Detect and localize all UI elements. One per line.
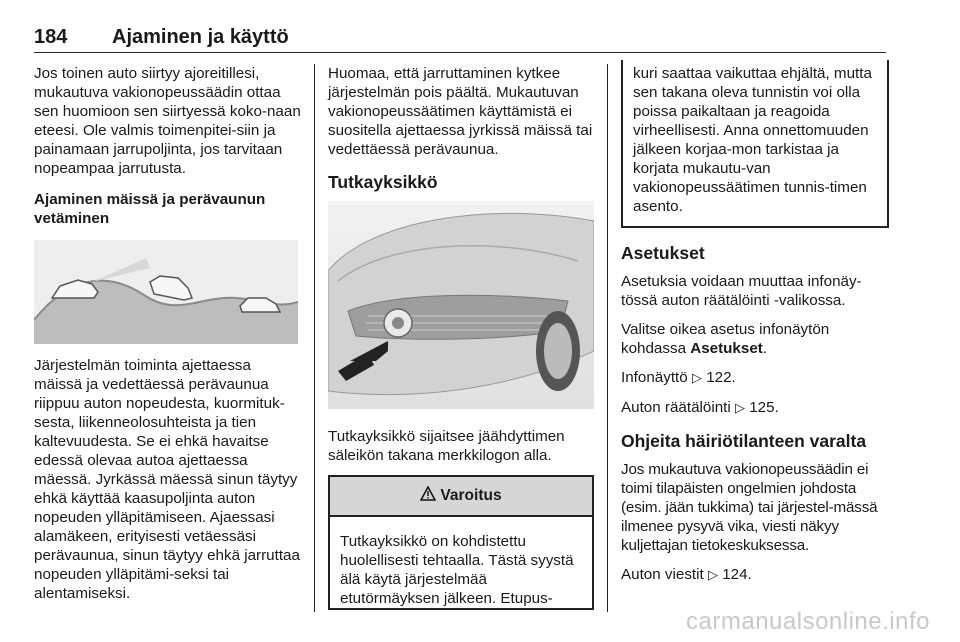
warning-title: Varoitus <box>440 487 502 504</box>
column-divider <box>607 64 608 612</box>
paragraph <box>621 398 889 418</box>
chapter-title: Ajaminen ja käyttö <box>112 26 289 48</box>
page-header <box>34 22 886 53</box>
paragraph: Jos toinen auto siirtyy ajoreitillesi, mukautuva vakionopeussäädin ottaa sen huomioon sen siirtyessä koko-naan eteesi. Ole valmis toimenpitei-siin ja painamaan jarrupoljinta, jos tarvitaan nopeampaa jarrutusta. <box>34 65 301 177</box>
warning-text: Tutkayksikkö on kohdistettu huolellisesti tehtaalla. Tästä syystä älä käytä järjestelmää etutörmäyksen jälkeen. Etupus- <box>340 533 574 607</box>
warning-continuation-box <box>621 60 889 228</box>
page-reference[interactable]: 122. <box>706 369 736 386</box>
text-fragment: Valitse oikea asetus infonäytön kohdassa <box>621 321 830 357</box>
subheading-hills-trailer: Ajaminen mäissä ja perävaunun vetäminen <box>34 191 266 227</box>
paragraph <box>621 320 889 358</box>
page-reference[interactable]: 124. <box>722 566 752 583</box>
page-reference-arrow-icon: ▷ <box>735 401 745 416</box>
column-2 <box>328 64 594 610</box>
page-reference[interactable]: 125. <box>749 399 779 416</box>
paragraph <box>621 565 889 585</box>
paragraph: Jos mukautuva vakionopeussäädin ei toimi tilapäisten ongelmien johdosta (esim. jään tukkima) tai järjestel-mässä ilmenee pysyvä vika, viesti näkyy kuljettajan tietokeskuksessa. <box>621 461 878 554</box>
reference-text: Infonäyttö <box>621 369 688 386</box>
column-divider <box>314 64 315 612</box>
column-1 <box>34 64 302 603</box>
warning-continuation-text: kuri saattaa vaikuttaa ehjältä, mutta sen takana oleva tunnistin voi olla poissa paikaltaan ja reagoida virheellisesti. Anna onnettomuuden jälkeen korjaa-mon tarkistaa ja korjata mukautu-van vakionopeussäätimen tunnis-timen asento. <box>633 65 872 215</box>
warning-icon <box>420 486 436 506</box>
paragraph: Asetuksia voidaan muuttaa infonäy-tössä auton räätälöinti -valikossa. <box>621 273 862 309</box>
settings-menu-label: Asetukset <box>690 340 763 357</box>
paragraph <box>621 368 889 388</box>
text-fragment: . <box>762 340 768 357</box>
warning-header <box>330 477 592 517</box>
column-3 <box>621 64 889 585</box>
hill-driving-illustration <box>34 240 298 344</box>
section-title-settings: Asetukset <box>621 243 705 263</box>
page-number: 184 <box>34 26 68 48</box>
section-title-troubleshooting: Ohjeita häiriötilanteen varalta <box>621 431 867 451</box>
radar-unit-illustration <box>328 201 594 409</box>
watermark: carmanualsonline.info <box>686 608 930 635</box>
reference-text: Auton räätälöinti <box>621 399 731 416</box>
warning-box <box>328 475 594 610</box>
figure-caption: Tutkayksikkö sijaitsee jäähdyttimen säleikön takana merkkilogon alla. <box>328 428 565 464</box>
paragraph: Järjestelmän toiminta ajettaessa mäissä ja vedettäessä perävaunua riippuu auton nopeudesta, kuormituk-sesta, liikenneolosuhteista ja tien kaltevuudesta. Se ei ehkä havaitse edessä olevaa autoa ajettaessa mäessä. Jyrkässä mäessä sinun täytyy ehkä käyttää kaasupoljinta auton nopeuden ylläpitämiseen. Ajaessasi alamäkeen, erityisesti vetäessäsi perävaunua, sinun täytyy ehkä jarruttaa nopeuden ylläpitämi-seksi tai alentamiseksi. <box>34 357 300 602</box>
reference-text: Auton viestit <box>621 566 704 583</box>
section-title-radar: Tutkayksikkö <box>328 172 438 192</box>
page-reference-arrow-icon: ▷ <box>707 568 718 583</box>
paragraph: Huomaa, että jarruttaminen kytkee järjestelmän pois päältä. Mukautuvan vakionopeussäätimen käyttämistä ei suositella ajettaessa jyrkissä mäissä tai vedettäessä perävaunua. <box>328 65 593 158</box>
page-reference-arrow-icon: ▷ <box>691 371 702 386</box>
